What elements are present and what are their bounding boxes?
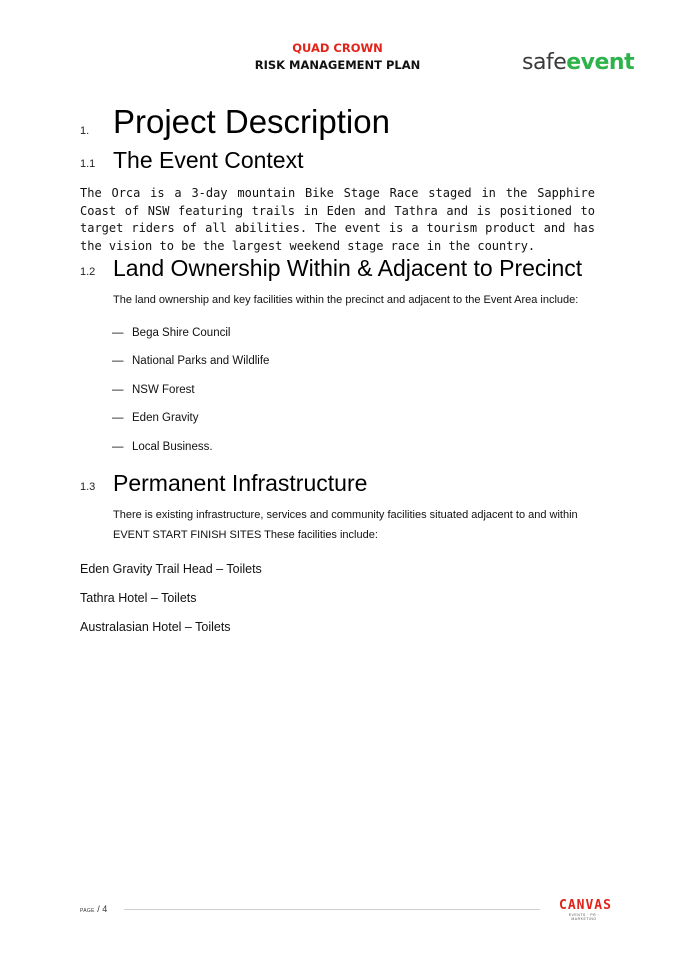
safeevent-logo: safeevent (522, 50, 635, 75)
subsection-number: 1.3 (80, 481, 96, 493)
footer-divider (124, 909, 540, 910)
subsection-heading: Permanent Infrastructure (113, 470, 368, 496)
list-item: — Bega Shire Council (112, 327, 231, 339)
subsection-number: 1.1 (80, 158, 96, 170)
subsection-number: 1.2 (80, 266, 96, 278)
canvas-logo: CANVAS EVENTS · PR · MARKETING (559, 898, 612, 921)
list-item: — National Parks and Wildlife (112, 355, 270, 367)
land-ownership-intro: The land ownership and key facilities within the precinct and adjacent to the Event Area include: (113, 294, 579, 306)
facility-item: Tathra Hotel – Toilets (80, 591, 197, 605)
event-context-paragraph: The Orca is a 3-day mountain Bike Stage Race staged in the Sapphire Coast of NSW featuring trails in Eden and Tathra and is positioned to target riders of all abilities. The event is a tourism product and has the vision to be the largest weekend stage race in the country. (80, 186, 595, 253)
infrastructure-intro-line1: There is existing infrastructure, services and community facilities situated adjacent to and within (113, 509, 578, 521)
list-item: — Local Business. (112, 441, 213, 453)
section-number: 1. (80, 125, 90, 137)
facility-item: Australasian Hotel – Toilets (80, 620, 231, 634)
list-item: — NSW Forest (112, 384, 195, 396)
facility-item: Eden Gravity Trail Head – Toilets (80, 562, 262, 576)
subsection-heading: Land Ownership Within & Adjacent to Precinct (113, 255, 583, 281)
subsection-heading: The Event Context (113, 147, 304, 173)
infrastructure-intro-line2: EVENT START FINISH SITES These facilities include: (113, 529, 378, 541)
page-number: PAGE / 4 (80, 904, 108, 914)
header-title: QUAD CROWN (292, 41, 383, 55)
section-heading: Project Description (113, 103, 390, 140)
list-item: — Eden Gravity (112, 412, 199, 424)
header-subtitle: RISK MANAGEMENT PLAN (254, 58, 421, 72)
